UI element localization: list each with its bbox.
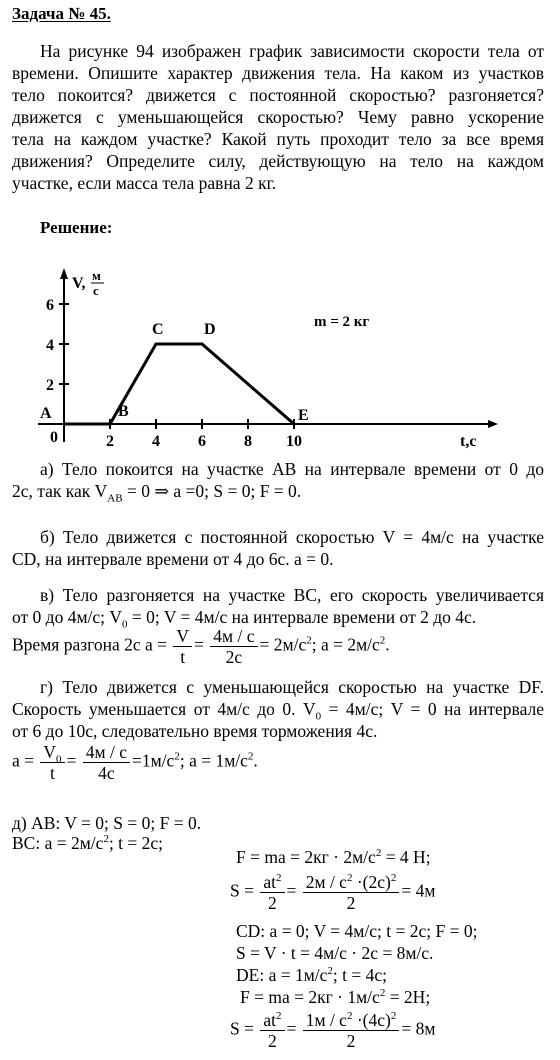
eq-text: 2м / с bbox=[305, 872, 347, 892]
answer-d-line2 bbox=[12, 832, 163, 854]
fraction bbox=[40, 742, 64, 783]
fraction bbox=[210, 626, 257, 667]
problem-line: тело покоится? движется с постоянной скоростью? разгоняется? bbox=[12, 85, 544, 105]
answer-line: от 6 до 10с, следовательно время торможения 4с. bbox=[12, 721, 378, 741]
eq-text: DE: a = 1м/с bbox=[236, 965, 328, 985]
superscript: 2 bbox=[276, 872, 282, 885]
answer-text: Скорость уменьшается от 4м/с до 0. V bbox=[12, 699, 316, 719]
subscript: 0 bbox=[122, 618, 128, 631]
origin-label: 0 bbox=[50, 429, 58, 446]
denominator: 4с bbox=[98, 763, 115, 783]
eq-text: = 2Н; bbox=[385, 987, 431, 1007]
superscript: 2 bbox=[306, 634, 312, 647]
force-bc bbox=[236, 846, 431, 868]
equation-v: Время разгона 2с a = $\frac{V}{t}$ = $\frac{4м / с}{2с}$ = $2м/с^2$; $a = 2м/с^2$. bbox=[12, 626, 390, 667]
answer-text: от 0 до 4м/с; V bbox=[12, 607, 123, 627]
answer-line bbox=[12, 480, 544, 505]
problem-line: движется с уменьшающейся скоростью? Чему равно ускорение bbox=[12, 107, 544, 127]
eq-text: ; a = 1м/с bbox=[179, 750, 248, 771]
eq-text: = 4 Н; bbox=[381, 847, 431, 867]
answer-text: = 0 ⇒ a =0; S = 0; F = 0. bbox=[122, 481, 302, 501]
y-tick-label: 2 bbox=[46, 377, 54, 394]
x-axis-label: t,с bbox=[460, 433, 477, 450]
answer-d-line1: д) AB: V = 0; S = 0; F = 0. bbox=[12, 813, 202, 833]
segment-de bbox=[236, 964, 387, 986]
x-tick-label: 6 bbox=[198, 433, 206, 450]
answer-line: в) Тело разгоняется на участке ВС, его скорость увеличивается bbox=[40, 585, 544, 605]
eq-text: =1м/с bbox=[132, 750, 175, 771]
denominator: 2 bbox=[268, 1031, 277, 1051]
answer-b bbox=[12, 526, 544, 570]
problem-line: На рисунке 94 изображен график зависимости скорости тела от bbox=[40, 41, 544, 61]
mass-annotation: m = 2 кг bbox=[314, 314, 370, 330]
denominator: 2с bbox=[225, 647, 243, 667]
numerator bbox=[260, 1010, 284, 1031]
numerator: 4м / с bbox=[210, 626, 257, 647]
subscript: AB bbox=[107, 492, 123, 505]
eq-text: = 2м/с bbox=[259, 634, 307, 655]
eq-text: F = ma = 2кг · 1м/с bbox=[240, 987, 380, 1007]
superscript: 2 bbox=[276, 1010, 282, 1023]
problem-line: участке, если масса тела равна 2 кг. bbox=[12, 173, 277, 193]
superscript: 2 bbox=[346, 872, 353, 885]
problem-line: тела на каждом участке? Какой путь проходит тело за все время bbox=[12, 129, 544, 149]
eq-text: = 4м bbox=[401, 880, 436, 901]
subscript: 0 bbox=[315, 710, 322, 723]
superscript: 2 bbox=[379, 987, 386, 1000]
force-de bbox=[240, 986, 430, 1008]
numerator bbox=[40, 742, 64, 766]
eq-text: ; t = 2с; bbox=[108, 833, 164, 853]
eq-text: 1м / с bbox=[305, 1010, 347, 1030]
eq-text: S = bbox=[230, 1018, 254, 1039]
y-axis-label-num: м bbox=[92, 268, 101, 283]
eq-text: V bbox=[43, 742, 57, 762]
problem-title: Задача № 45. bbox=[12, 4, 111, 23]
numerator bbox=[260, 872, 284, 893]
answer-line bbox=[12, 698, 544, 723]
problem-statement bbox=[12, 40, 544, 194]
path-de: S = $\frac{at^2}{2}$ = $\frac{1м / с^2 \cdot(4с)^2}{2}$ = 8м bbox=[230, 1010, 436, 1051]
superscript: 2 bbox=[327, 965, 333, 978]
superscript: 2 bbox=[390, 1010, 397, 1023]
answer-text: 2с, так как V bbox=[12, 481, 108, 501]
superscript: 2 bbox=[174, 750, 180, 763]
fraction bbox=[173, 626, 192, 667]
superscript: 2 bbox=[375, 847, 382, 860]
answer-v bbox=[12, 584, 544, 631]
x-tick-label: 4 bbox=[152, 433, 160, 450]
answer-line: CD, на интервале времени от 4 до 6с. a = 0. bbox=[12, 549, 334, 569]
point-label: A bbox=[40, 405, 52, 422]
x-tick-label: 8 bbox=[244, 433, 252, 450]
y-tick-label: 4 bbox=[46, 337, 54, 354]
data-point bbox=[63, 423, 66, 426]
eq-text: ·(4с) bbox=[352, 1010, 391, 1030]
y-axis-label-den: с bbox=[93, 283, 99, 298]
x-tick-label: 2 bbox=[106, 433, 114, 450]
numerator: V bbox=[173, 626, 192, 647]
eq-text: ; t = 4с; bbox=[332, 965, 388, 985]
point-label: B bbox=[118, 403, 129, 420]
answer-line: г) Тело движется с уменьшающейся скоростью на участке DF. bbox=[40, 677, 544, 697]
fraction bbox=[260, 1010, 284, 1051]
fraction bbox=[303, 872, 400, 913]
equation-g: a = $\frac{V_0}{t}$ = $\frac{4м / с}{4с}$ $=1м/с^2$; $a = 1м/с^2$. bbox=[12, 742, 258, 783]
eq-text: ·(2с) bbox=[352, 872, 391, 892]
data-point bbox=[155, 343, 158, 346]
superscript: 2 bbox=[379, 634, 386, 647]
data-point bbox=[293, 423, 296, 426]
fraction bbox=[260, 872, 284, 913]
denominator: 2 bbox=[346, 893, 356, 913]
answer-line: а) Тело покоится на участке АВ на интервале времени от 0 до bbox=[40, 459, 544, 479]
point-label: E bbox=[298, 407, 309, 424]
point-label: D bbox=[204, 321, 216, 338]
y-axis-arrow bbox=[60, 268, 68, 279]
point-label: C bbox=[152, 321, 164, 338]
data-point bbox=[201, 343, 204, 346]
eq-text: S = bbox=[230, 880, 254, 901]
x-tick-label: 10 bbox=[286, 433, 302, 450]
numerator bbox=[303, 872, 400, 893]
answer-a bbox=[12, 458, 544, 505]
superscript: 2 bbox=[103, 833, 109, 846]
answer-line: б) Тело движется с постоянной скоростью V = 4м/с на участке bbox=[40, 527, 544, 547]
fraction bbox=[83, 742, 130, 783]
subscript: 0 bbox=[56, 753, 62, 766]
y-tick-label: 6 bbox=[46, 297, 54, 314]
answer-g bbox=[12, 676, 544, 742]
velocity-series-line bbox=[64, 344, 294, 424]
denominator: 2 bbox=[346, 1031, 356, 1051]
numerator bbox=[303, 1010, 400, 1031]
eq-text: a = bbox=[12, 750, 35, 771]
velocity-time-chart bbox=[30, 262, 500, 452]
eq-text: at bbox=[263, 1010, 276, 1030]
answer-text: = 4м/с; V = 0 на интервале bbox=[321, 699, 544, 719]
solution-heading: Решение: bbox=[40, 218, 113, 237]
superscript: 2 bbox=[390, 872, 397, 885]
eq-text: BC: a = 2м/с bbox=[12, 833, 104, 853]
eq-text: ; a = 2м/с bbox=[311, 634, 380, 655]
superscript: 2 bbox=[247, 750, 254, 763]
problem-line: движения? Определите силу, действующую на тело на каждом bbox=[12, 151, 544, 171]
path-cd: S = V · t = 4м/с · 2с = 8м/с. bbox=[236, 943, 434, 963]
fraction bbox=[303, 1010, 400, 1051]
y-axis-label-v: V, bbox=[72, 275, 86, 292]
answer-line bbox=[12, 606, 544, 631]
denominator: 2 bbox=[268, 893, 277, 913]
data-point bbox=[109, 423, 112, 426]
denominator: t bbox=[50, 763, 55, 783]
eq-text: F = ma = 2кг · 2м/с bbox=[236, 847, 376, 867]
superscript: 2 bbox=[346, 1010, 353, 1023]
eq-text: Время разгона 2с a = bbox=[12, 634, 168, 655]
problem-line: времени. Опишите характер движения тела. На каком из участков bbox=[12, 63, 544, 83]
path-bc: S = $\frac{at^2}{2}$ = $\frac{2м / с^2 \cdot(2с)^2}{2}$ = 4м bbox=[230, 872, 436, 913]
denominator: t bbox=[180, 647, 186, 667]
answer-text: = 0; V = 4м/с на интервале времени от 2 до 4с. bbox=[127, 607, 477, 627]
segment-cd: CD: a = 0; V = 4м/с; t = 2с; F = 0; bbox=[236, 921, 478, 941]
x-axis-arrow bbox=[488, 420, 498, 428]
eq-text: = 8м bbox=[401, 1018, 436, 1039]
eq-text: at bbox=[263, 872, 276, 892]
numerator: 4м / с bbox=[83, 742, 130, 763]
